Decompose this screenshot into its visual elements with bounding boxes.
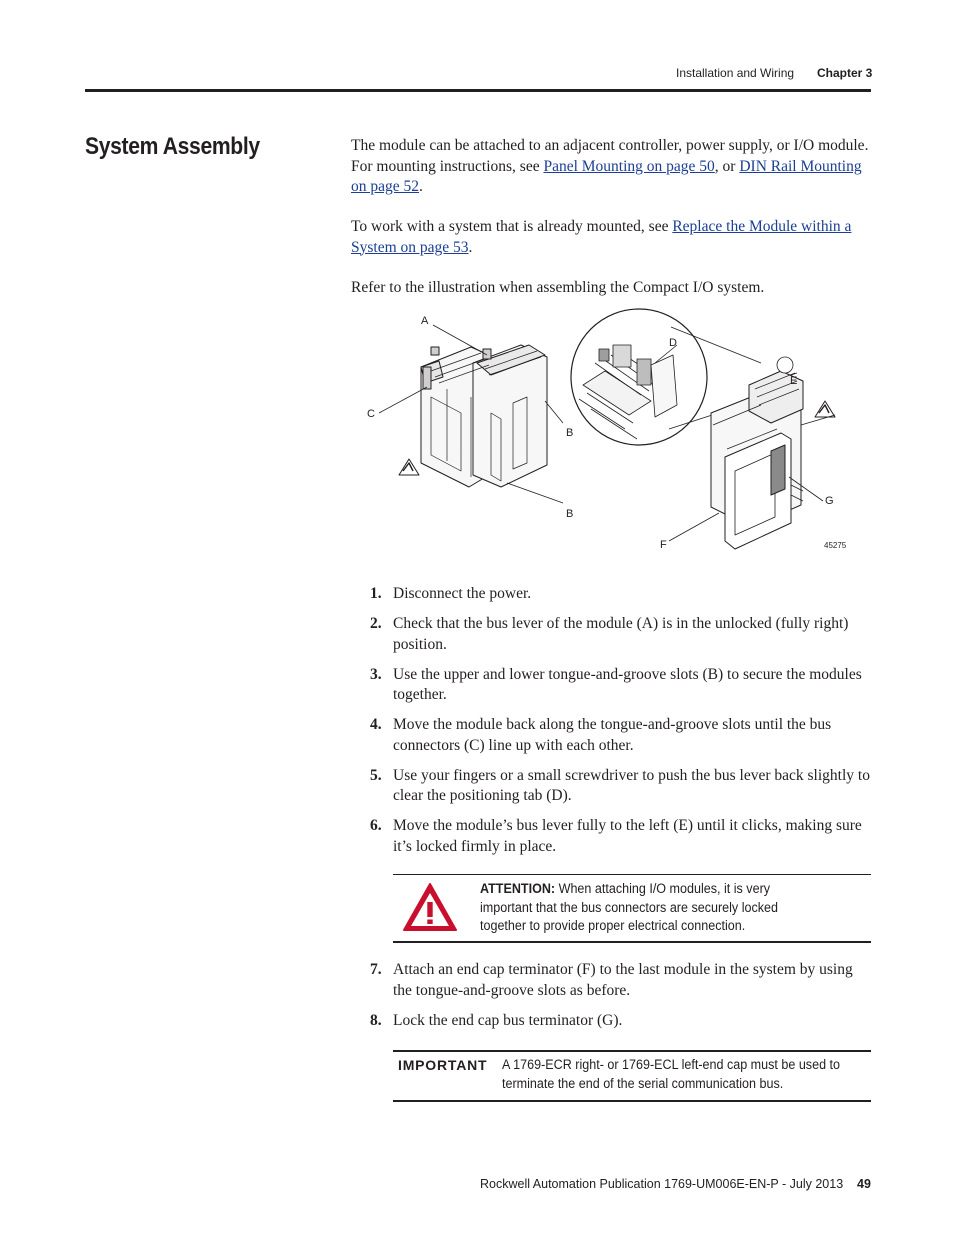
step-text: Use the upper and lower tongue-and-groove slots (B) to secure the modules together. xyxy=(393,665,862,703)
list-item xyxy=(351,766,873,807)
intro-text: To work with a system that is already mounted, see xyxy=(351,218,673,235)
step-number: 1. xyxy=(370,585,382,602)
intro-text: . xyxy=(468,238,473,256)
list-item xyxy=(351,665,873,706)
step-text: Lock the end cap bus terminator (G). xyxy=(393,1011,623,1029)
section-title: System Assembly xyxy=(85,133,260,160)
attention-body: When attaching I/O modules, it is very important that the bus connectors are securely locked together to provide proper electrical connection. xyxy=(480,881,778,933)
callout-f-label: F xyxy=(660,539,667,551)
list-item xyxy=(351,614,873,655)
step-text: Move the module back along the tongue-and-groove slots until the bus connectors (C) line up with each other. xyxy=(393,716,832,754)
warning-triangle-icon xyxy=(401,881,459,933)
intro-paragraph-2 xyxy=(351,217,873,258)
assembly-illustration xyxy=(351,305,871,560)
step-number: 2. xyxy=(370,615,382,632)
step-text: Move the module’s bus lever fully to the left (E) until it clicks, making sure it’s locked firmly in place. xyxy=(393,817,862,855)
footer-publication: Rockwell Automation Publication 1769-UM006E-EN-P - July 2013 xyxy=(480,1177,844,1191)
intro-paragraph-1 xyxy=(351,136,873,198)
step-number: 4. xyxy=(370,716,382,733)
running-header-chapter: Chapter 3 xyxy=(817,66,873,80)
callout-e-label: E xyxy=(790,375,798,387)
important-label: IMPORTANT xyxy=(398,1057,488,1073)
link-din-rail-mounting[interactable]: DIN Rail Mounting on page 52 xyxy=(351,157,862,195)
esd-warning-right-icon xyxy=(815,401,835,417)
header-rule xyxy=(85,89,871,92)
list-item xyxy=(351,960,873,1001)
esd-warning-left-icon xyxy=(399,459,419,475)
list-item xyxy=(351,816,873,857)
step-number: 8. xyxy=(370,1011,382,1029)
step-text: Use your fingers or a small screwdriver to push the bus lever back slightly to clear the positioning tab (D). xyxy=(393,766,870,804)
left-modules-drawing xyxy=(421,345,547,487)
figure-number: 45275 xyxy=(824,541,847,550)
running-header-section: Installation and Wiring xyxy=(676,66,795,80)
step-number: 7. xyxy=(370,961,382,978)
list-item xyxy=(351,584,873,605)
intro-paragraph-3: Refer to the illustration when assembling the Compact I/O system. xyxy=(351,279,765,296)
link-panel-mounting[interactable]: Panel Mounting on page 50 xyxy=(543,157,715,175)
intro-text: . xyxy=(419,178,423,195)
step-text: Check that the bus lever of the module (A) is in the unlocked (fully right) position. xyxy=(393,615,849,653)
step-text: Disconnect the power. xyxy=(393,585,532,602)
assembly-steps-list-continued xyxy=(351,960,873,1041)
callout-g-label: G xyxy=(825,495,834,507)
step-number: 3. xyxy=(370,665,382,683)
assembly-steps-list xyxy=(351,584,873,867)
callout-b-upper-label: B xyxy=(566,427,574,439)
attention-label: ATTENTION: xyxy=(480,881,556,896)
step-number: 5. xyxy=(370,766,382,784)
callout-b-lower-label: B xyxy=(566,508,574,520)
callout-a-label: A xyxy=(421,315,429,327)
attention-callout xyxy=(393,874,871,943)
list-item xyxy=(351,1011,873,1032)
callout-d-label: D xyxy=(669,337,677,349)
link-replace-module[interactable]: Replace the Module within a System on page 53 xyxy=(351,218,852,256)
list-item xyxy=(351,715,873,756)
attention-text xyxy=(480,880,824,936)
important-text: A 1769-ECR right- or 1769-ECL left-end cap must be used to terminate the end of the serial communication bus. xyxy=(502,1057,841,1091)
intro-text: , or xyxy=(714,157,740,175)
step-text: Attach an end cap terminator (F) to the last module in the system by using the tongue-and-groove slots as before. xyxy=(393,961,853,999)
zoom-detail-drawing xyxy=(571,309,707,445)
intro-text: The module can be attached to an adjacent controller, power supply, or I/O module. For mounting instructions, see xyxy=(351,137,869,175)
page-number: 49 xyxy=(857,1177,871,1191)
callout-c-label: C xyxy=(367,408,375,420)
step-number: 6. xyxy=(370,817,382,834)
important-callout xyxy=(393,1050,871,1102)
